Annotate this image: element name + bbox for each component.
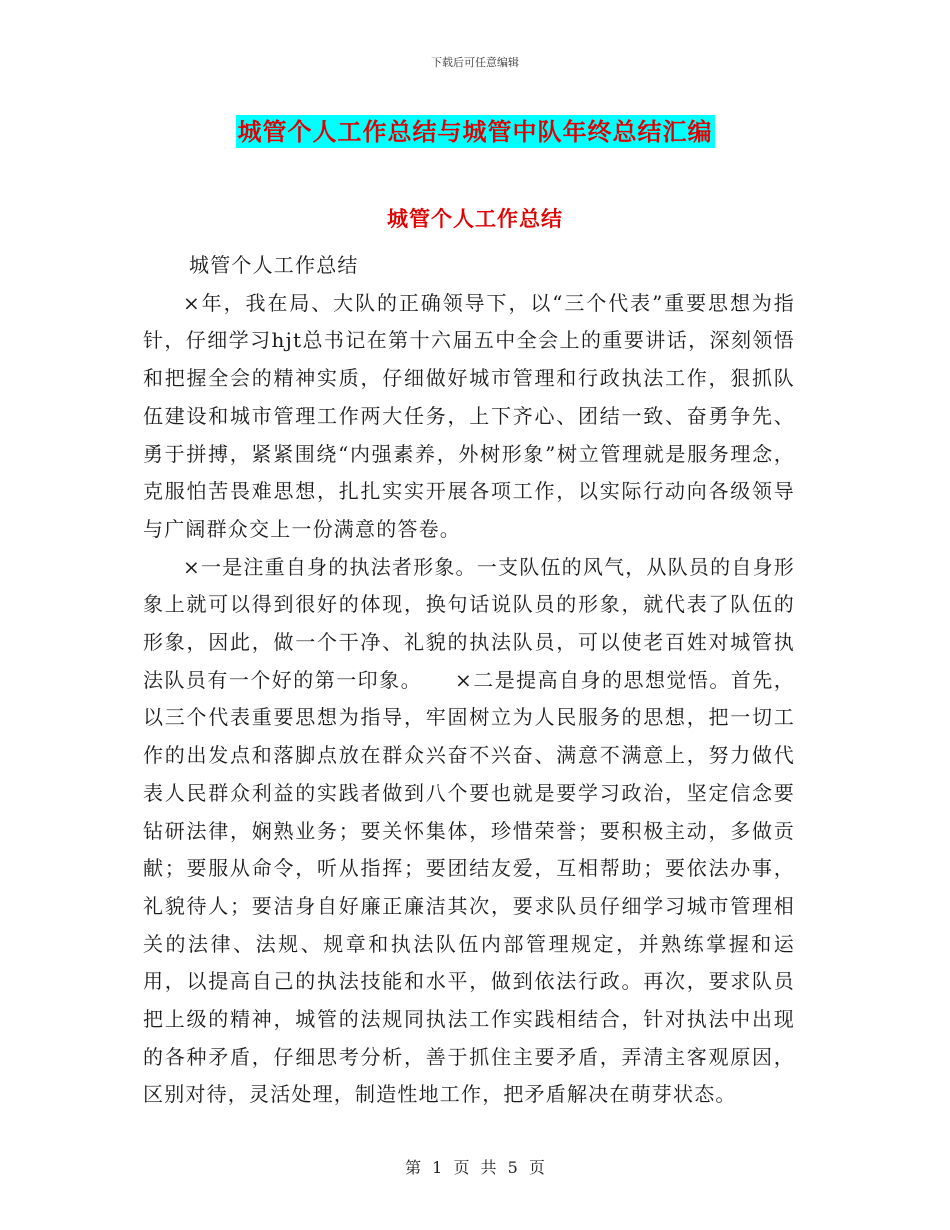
document-title-text: 城管个人工作总结与城管中队年终总结汇编 — [237, 117, 713, 146]
document-body — [143, 247, 795, 1114]
page-footer: 第 1 页 共 5 页 — [405, 1158, 545, 1177]
paragraph-2: ×一是注重自身的执法者形象。一支队伍的风气，从队员的自身形象上就可以得到很好的体现，换句话说队员的形象，就代表了队伍的形象，因此，做一个干净、礼貌的执法队员，可以使老百姓对城管执法队员有一个好的第一印象。 ×二是提高自身的思想觉悟。首先，以三个代表重要思想为指导，牢固树立为人民服务的思想，把一切工作的出发点和落脚点放在群众兴奋不兴奋、满意不满意上，努力做代表人民群众利益的实践者做到八个要也就是要学习政治，坚定信念要钻研法律，娴熟业务；要关怀集体，珍惜荣誉；要积极主动，多做贡献；要服从命令，听从指挥；要团结友爱，互相帮助；要依法办事，礼貌待人；要洁身自好廉正廉洁其次，要求队员仔细学习城市管理相关的法律、法规、规章和执法队伍内部管理规定，并熟练掌握和运用，以提高自己的执法技能和水平，做到依法行政。再次，要求队员把上级的精神，城管的法规同执法工作实践相结合，针对执法中出现的各种矛盾，仔细思考分析，善于抓住主要矛盾，弄清主客观原因，区别对待，灵活处理，制造性地工作，把矛盾解决在萌芽状态。 — [143, 554, 795, 1107]
subheading: 城管个人工作总结 — [189, 253, 359, 277]
document-title — [0, 112, 950, 147]
section-title: 城管个人工作总结 — [387, 206, 563, 231]
paragraph-1: ×年，我在局、大队的正确领导下，以“三个代表”重要思想为指针，仔细学习hjt总书记在第十六届五中全会上的重要讲话，深刻领悟和把握全会的精神实质，仔细做好城市管理和行政执法工作，狠抓队伍建设和城市管理工作两大任务，上下齐心、团结一致、奋勇争先、勇于拼搏，紧紧围绕“内强素养，外树形象”树立管理就是服务理念，克服怕苦畏难思想，扎扎实实开展各项工作，以实际行动向各级领导与广阔群众交上一份满意的答卷。 — [143, 290, 795, 541]
page-header-note: 下载后可任意编辑 — [431, 56, 519, 69]
